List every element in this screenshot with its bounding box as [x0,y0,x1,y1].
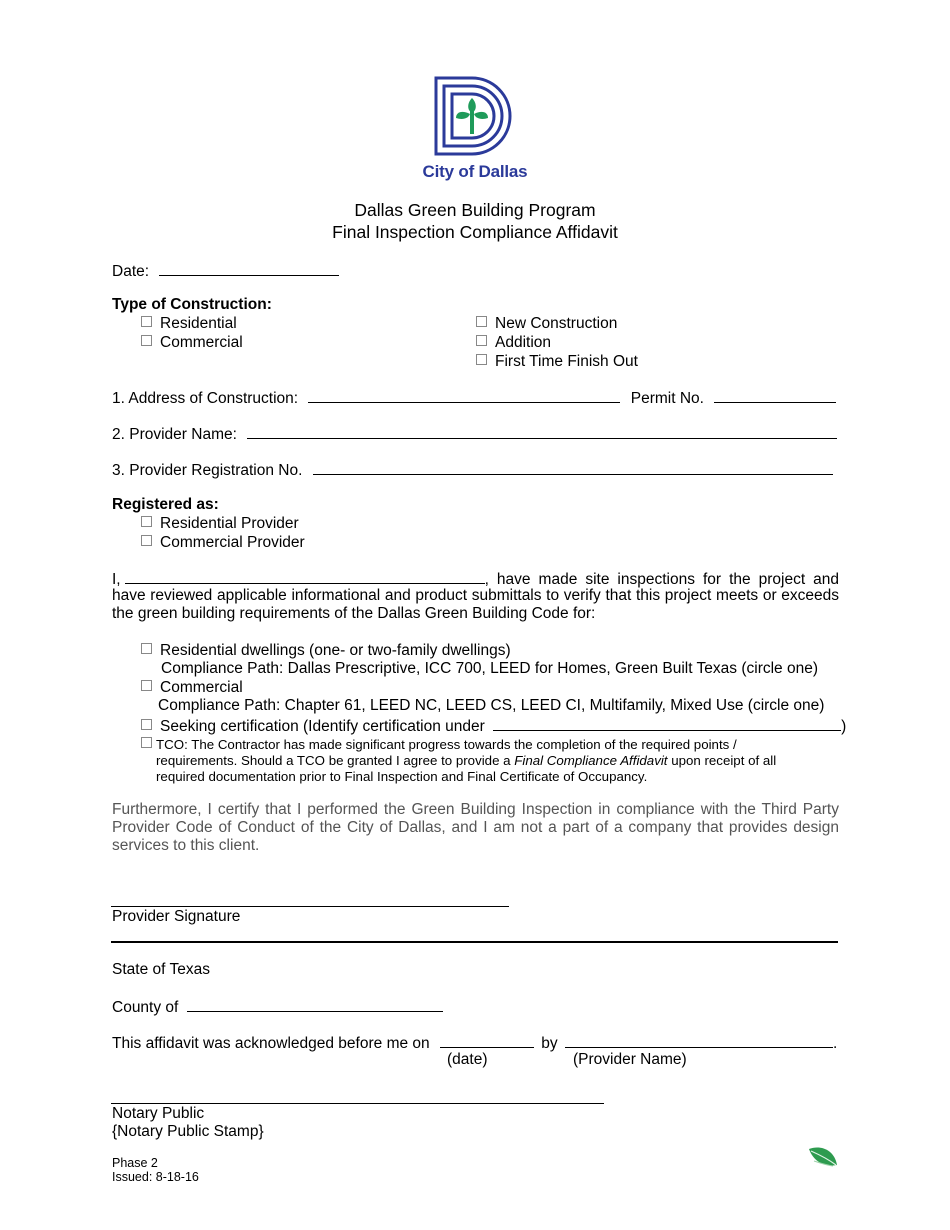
city-logo [422,74,528,184]
checkbox-icon [476,354,487,365]
checkbox-commercial[interactable]: Commercial [141,334,243,352]
checkbox-icon [141,535,152,546]
provider-name-field[interactable] [247,424,837,439]
checkbox-icon [141,516,152,527]
by-label: by [541,1035,558,1052]
checkbox-icon [476,316,487,327]
registered-heading: Registered as: [112,496,219,513]
county-label: County of [112,999,179,1016]
statement-body: have reviewed applicable informational and product submittals to verify that this project meets or exceeds the green building requirements of the Dallas Green Building Code for: [112,587,839,622]
checkbox-residential[interactable]: Residential [141,315,237,333]
address-field[interactable] [308,388,620,403]
county-row [112,997,443,1017]
inspector-name-field[interactable] [125,569,485,584]
certification-field[interactable] [493,716,841,731]
county-field[interactable] [187,997,443,1012]
tco-line-2: requirements. Should a TCO be granted I agree to provide a Final Compliance Affidavit upon receipt of all [156,753,777,768]
ack-provider-name-field[interactable] [565,1033,833,1048]
notary-signature-line[interactable] [111,1103,604,1104]
date-row [112,261,339,281]
green-leaf-icon [806,1145,840,1169]
registration-row [112,460,833,480]
checkbox-first-time-finish-out[interactable]: First Time Finish Out [476,353,638,371]
provider-name-row [112,424,837,444]
checkbox-commercial-compliance[interactable]: Commercial [141,679,243,697]
checkbox-addition[interactable]: Addition [476,334,551,352]
checkbox-icon [141,680,152,691]
signature-line[interactable] [111,906,509,907]
residential-compliance-path: Compliance Path: Dallas Prescriptive, ICC 700, LEED for Homes, Green Built Texas (circle one) [161,660,819,677]
provider-name-caption: (Provider Name) [573,1051,687,1068]
section-divider [111,941,838,943]
checkbox-icon [141,335,152,346]
checkbox-residential-dwellings[interactable]: Residential dwellings (one- or two-family dwellings) [141,642,511,660]
state-label: State of Texas [112,961,210,978]
ack-date-field[interactable] [440,1033,534,1048]
construction-heading: Type of Construction: [112,296,272,313]
provider-name-label: 2. Provider Name: [112,426,237,443]
date-caption: (date) [447,1051,488,1068]
address-row [112,388,836,408]
acknowledgement-row: This affidavit was acknowledged before me on by . [112,1035,838,1052]
checkbox-seeking-certification[interactable]: Seeking certification (Identify certification under ) [141,716,846,736]
checkbox-icon [476,335,487,346]
document-title: Dallas Green Building Program [354,200,596,220]
statement-first-line [112,569,839,589]
logo-text: City of Dallas [422,162,528,181]
notary-stamp-label: {Notary Public Stamp} [112,1123,264,1140]
commercial-compliance-path: Compliance Path: Chapter 61, LEED NC, LEED CS, LEED CI, Multifamily, Mixed Use (circle one) [158,697,825,714]
checkbox-commercial-provider[interactable]: Commercial Provider [141,534,305,552]
checkbox-icon [141,316,152,327]
permit-field[interactable] [714,388,836,403]
registration-label: 3. Provider Registration No. [112,462,303,479]
checkbox-icon [141,643,152,654]
registration-field[interactable] [313,460,833,475]
footer-phase: Phase 2 [112,1156,158,1170]
checkbox-tco[interactable]: TCO: The Contractor has made significant progress towards the completion of the required points / [141,737,737,754]
footer-issued: Issued: 8-18-16 [112,1170,199,1184]
tco-line-3: required documentation prior to Final Inspection and Final Certificate of Occupancy. [156,769,648,784]
dallas-d-logo-icon [430,74,520,156]
date-field[interactable] [159,261,339,276]
address-label: 1. Address of Construction: [112,390,299,407]
statement-suffix: , have made site inspections for the project and [484,571,839,588]
checkbox-new-construction[interactable]: New Construction [476,315,617,333]
date-label: Date: [112,263,150,280]
checkbox-icon [141,719,152,730]
checkbox-icon [141,737,152,748]
checkbox-residential-provider[interactable]: Residential Provider [141,515,299,533]
signature-label: Provider Signature [112,908,241,925]
notary-public-label: Notary Public [112,1105,205,1122]
statement-prefix: I, [112,571,121,588]
certification-paragraph: Furthermore, I certify that I performed the Green Building Inspection in compliance with the Third Party Provider Code of Conduct of the City of Dallas, and I am not a part of a company that provides design services to this client. [112,801,839,854]
acknowledgement-label: This affidavit was acknowledged before me on [112,1035,430,1052]
document-subtitle: Final Inspection Compliance Affidavit [332,222,618,242]
permit-label: Permit No. [630,390,704,407]
